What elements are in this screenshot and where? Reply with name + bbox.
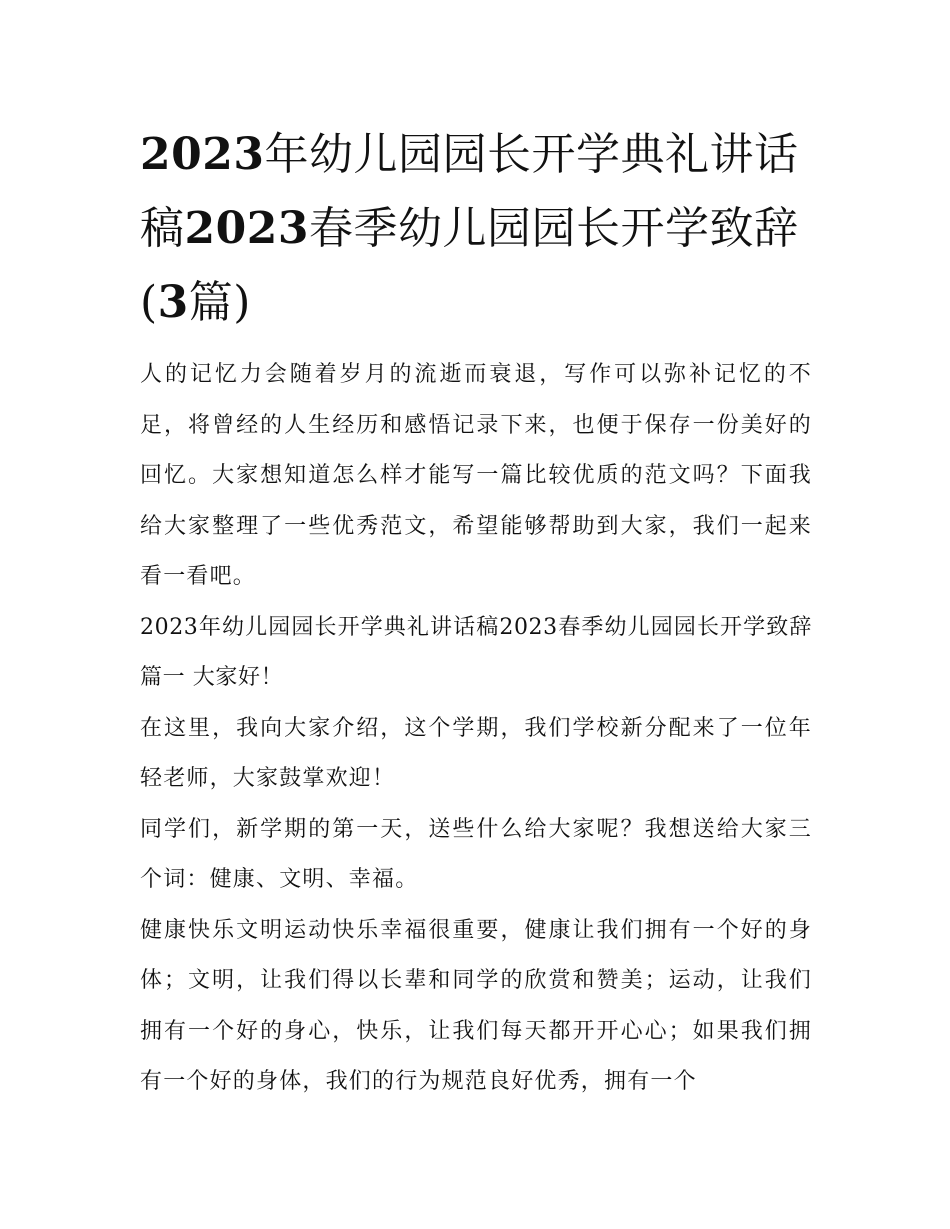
intro-paragraph: 人的记忆力会随着岁月的流逝而衰退，写作可以弥补记忆的不足，将曾经的人生经历和感悟记录下来，也便于保存一份美好的回忆。大家想知道怎么样才能写一篇比较优质的范文吗？下面我给大家整理了一些优秀范文，希望能够帮助到大家，我们一起来看一看吧。 — [140, 362, 812, 589]
title-part: 篇) — [188, 277, 251, 328]
document-page — [140, 118, 812, 1108]
title-part: 年幼儿园园长开学典礼讲话稿 — [140, 129, 799, 254]
body-paragraph: 同学们，新学期的第一天，送些什么给大家呢？我想送给大家三个词：健康、文明、幸福。 — [140, 816, 812, 892]
title-part: 2023 — [140, 129, 265, 180]
document-title — [140, 118, 812, 340]
section-heading-paragraph: 2023年幼儿园园长开学典礼讲话稿2023春季幼儿园园长开学致辞篇一 大家好！ — [140, 614, 812, 690]
title-part: 3 — [157, 277, 189, 328]
title-part: 春季幼儿园园长开学致辞( — [140, 203, 799, 328]
title-part: 2023 — [184, 203, 309, 254]
body-paragraph: 在这里，我向大家介绍，这个学期，我们学校新分配来了一位年轻老师，大家鼓掌欢迎！ — [140, 715, 812, 791]
body-paragraph: 健康快乐文明运动快乐幸福很重要，健康让我们拥有一个好的身体；文明，让我们得以长辈和同学的欣赏和赞美；运动，让我们拥有一个好的身心，快乐，让我们每天都开开心心；如果我们拥有一个好的身体，我们的行为规范良好优秀，拥有一个 — [140, 917, 812, 1094]
